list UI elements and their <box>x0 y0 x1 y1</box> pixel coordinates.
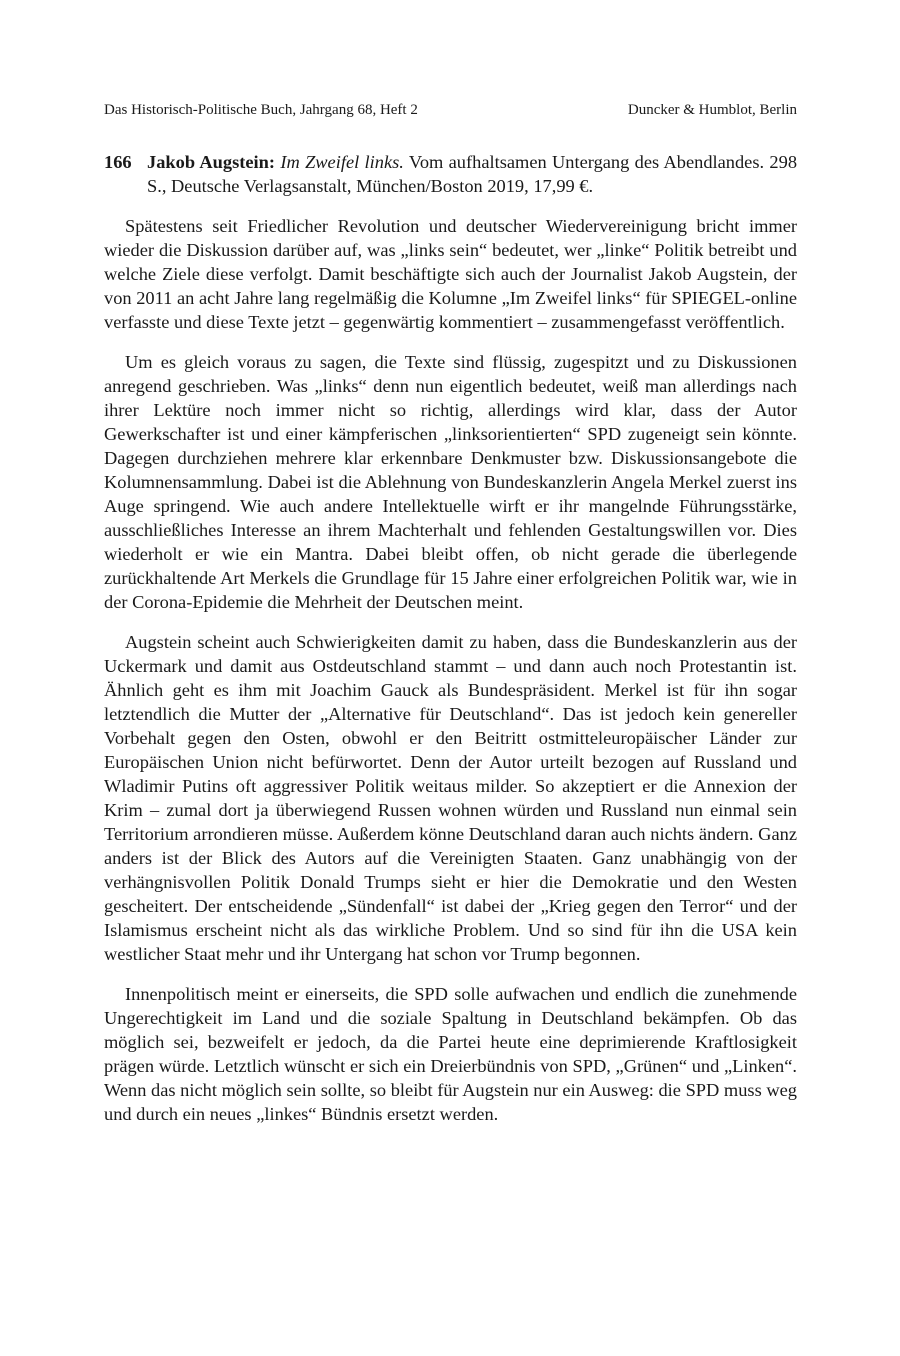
journal-title: Das Historisch-Politische Buch, Jahrgang 68, Heft 2 <box>104 102 418 118</box>
entry-number: 166 <box>104 152 132 172</box>
entry-heading <box>104 150 797 198</box>
entry-title: Im Zweifel links. <box>280 152 404 172</box>
review-paragraph: Innenpolitisch meint er einerseits, die SPD solle aufwachen und endlich die zunehmende Ungerechtigkeit im Land und die soziale Spaltung in Deutschland bekämpfen. Ob das möglich sei, bezweifelt er jedoch, da die Partei heute eine deprimierende Kraftlosigkeit prägen würde. Letztlich wünscht er sich ein Dreierbündnis von SPD, „Grünen“ und „Linken“. Wenn das nicht möglich sein sollte, so bleibt für Augstein nur ein Ausweg: die SPD muss weg und durch ein neues „linkes“ Bündnis ersetzt werden. <box>104 984 797 1124</box>
running-header <box>104 101 797 119</box>
review-content <box>104 150 797 1142</box>
entry-details: Vom aufhaltsamen Untergang des Abendlandes. 298 S., Deutsche Verlagsanstalt, München/Boston 2019, 17,99 €. <box>147 152 798 196</box>
entry-author: Jakob Augstein: <box>147 152 275 172</box>
review-paragraph: Spätestens seit Friedlicher Revolution und deutscher Wiedervereinigung bricht immer wieder die Diskussion darüber auf, was „links sein“ bedeutet, wer „linke“ Politik betreibt und welche Ziele diese verfolgt. Damit beschäftigte sich auch der Journalist Jakob Augstein, der von 2011 an acht Jahre lang regelmäßig die Kolumne „Im Zweifel links“ für SPIEGEL-online verfasste und diese Texte jetzt – gegenwärtig kommentiert – zusammengefasst veröffentlich. <box>104 216 797 332</box>
review-paragraph: Um es gleich voraus zu sagen, die Texte sind flüssig, zugespitzt und zu Diskussionen anregend geschrieben. Was „links“ denn nun eigentlich bedeutet, weiß man allerdings nach ihrer Lektüre noch immer nicht so richtig, allerdings wird klar, dass der Autor Gewerkschafter ist und einer kämpferischen „linksorientierten“ SPD zugeneigt sein könnte. Dagegen durchziehen mehrere klar erkennbare Denkmuster bzw. Diskussionsangebote die Kolumnensammlung. Dabei ist die Ablehnung von Bundeskanzlerin Angela Merkel zuerst ins Auge springend. Wie auch andere Intellektuelle wirft er ihr mangelnde Führungsstärke, ausschließliches Interesse an ihrem Machterhalt und fehlenden Gestaltungswillen vor. Dies wiederholt er wie ein Mantra. Dabei bleibt offen, ob nicht gerade die überlegende zurückhaltende Art Merkels die Grundlage für 15 Jahre einer erfolgreichen Politik war, wie in der Corona-Epidemie die Mehrheit der Deutschen meint. <box>104 352 797 612</box>
review-paragraph: Augstein scheint auch Schwierigkeiten damit zu haben, dass die Bundeskanzlerin aus der Uckermark und damit aus Ostdeutschland stammt – und dann auch noch Protestantin ist. Ähnlich geht es ihm mit Joachim Gauck als Bundespräsident. Merkel ist für ihn sogar letztendlich die Mutter der „Alternative für Deutschland“. Das ist jedoch kein genereller Vorbehalt gegen den Osten, obwohl er den Beitritt ostmitteleuropäischer Länder zur Europäischen Union nicht befürwortet. Denn der Autor urteilt bezogen auf Russland und Wladimir Putins oft aggressiver Politik weitaus milder. So akzeptiert er die Annexion der Krim – zumal dort ja überwiegend Russen wohnen würden und Russland nun einmal sein Territorium arrondieren müsse. Außerdem könne Deutschland daran auch nichts ändern. Ganz anders ist der Blick des Autors auf die Vereinigten Staaten. Ganz unabhängig von der verhängnisvollen Politik Donald Trumps sieht er hier die Demokratie und den Westen gescheitert. Der entscheidende „Sündenfall“ ist dabei der „Krieg gegen den Terror“ und der Islamismus erscheint nicht als das wirkliche Problem. Und so sind für ihn die USA kein westlicher Staat mehr und ihr Untergang hat schon vor Trump begonnen. <box>104 632 797 964</box>
publisher-name: Duncker & Humblot, Berlin <box>627 102 797 118</box>
